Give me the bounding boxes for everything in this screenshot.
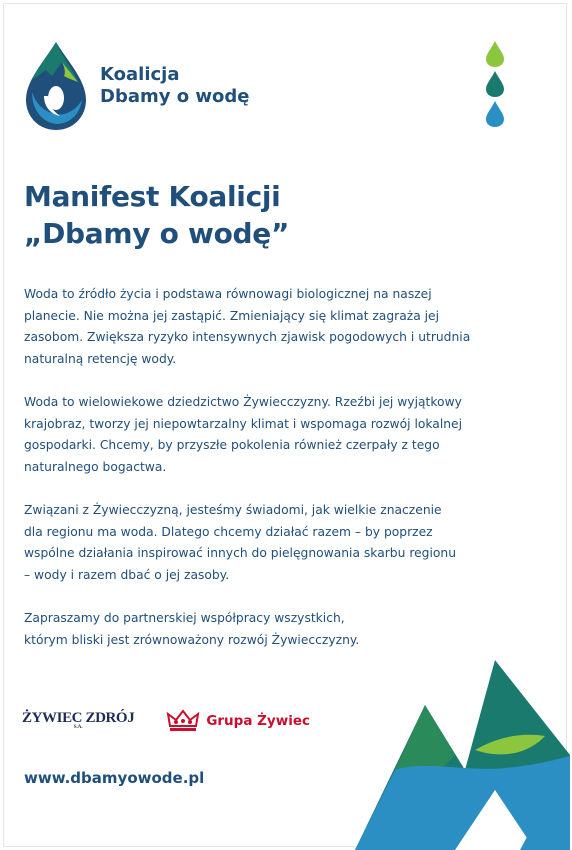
logo-line-1: Koalicja: [100, 64, 180, 85]
logo-text: [100, 64, 249, 108]
grupa-zywiec-logo: [166, 708, 310, 734]
website-url[interactable]: www.dbamyowode.pl: [24, 769, 205, 787]
page-title: [24, 178, 289, 252]
paragraph-4: Zapraszamy do partnerskiej współpracy wszystkich, którym bliski jest zrównoważony rozwój Żywiecczyzny.: [24, 611, 360, 647]
blue-drop-icon: [484, 100, 506, 128]
drops-decoration: [484, 40, 508, 130]
crown-icon: [166, 708, 200, 734]
title-line-2: „Dbamy o wodę”: [24, 217, 290, 250]
zywiec-zdroj-name: ŻYWIEC ZDRÓJ: [22, 710, 135, 726]
coalition-logo: [22, 40, 249, 132]
paragraph-3: Związani z Żywiecczyzną, jesteśmy świadomi, jak wielkie znaczenie dla regionu ma woda. Dlatego chcemy działać razem – by poprzez wspólne działania inspirować innych do pielęgnowania skarbu regionu – wody i razem dbać o jej zasoby.: [24, 503, 456, 582]
water-drop-logo-icon: [22, 40, 90, 132]
manifest-body: [24, 284, 524, 673]
zywiec-zdroj-suffix: S.A.: [73, 725, 83, 730]
paragraph-1: Woda to źródło życia i podstawa równowagi biologicznej na naszej planecie. Nie można jej zastąpić. Zmieniający się klimat zagraża jej zasobom. Zwiększa ryzyko intensywnych zjawisk pogodowych i utrudnia naturalną retencję wody.: [24, 287, 471, 366]
logo-line-2: Dbamy o wodę: [100, 86, 250, 107]
title-line-1: Manifest Koalicji: [24, 180, 281, 213]
grupa-zywiec-name: Grupa Żywiec: [206, 713, 310, 729]
zywiec-zdroj-logo: [22, 711, 134, 731]
paragraph-2: Woda to wielowiekowe dziedzictwo Żywiecczyzny. Rzeźbi jej wyjątkowy krajobraz, tworzy jej niepowtarzalny klimat i wspomaga rozwój lokalnej gospodarki. Chcemy, by przyszłe pokolenia również czerpały z tego naturalnego bogactwa.: [24, 395, 463, 474]
mountains-graphic: [355, 660, 570, 850]
green-drop-icon: [484, 40, 506, 68]
teal-drop-icon: [484, 70, 506, 98]
partner-logos: [22, 708, 310, 734]
